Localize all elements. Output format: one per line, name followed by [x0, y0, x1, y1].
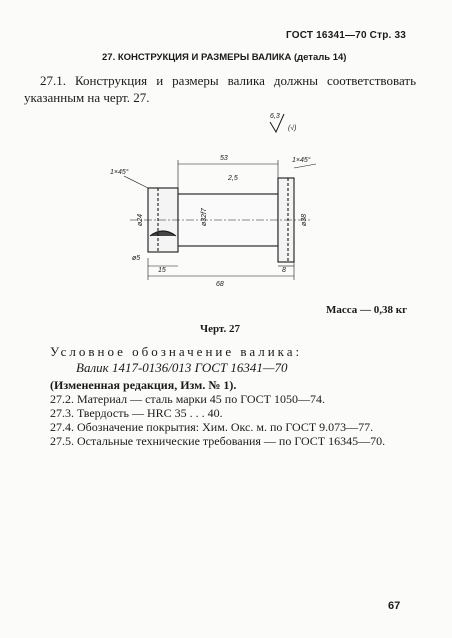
page-number: 67	[388, 600, 401, 612]
dim-radius: 2,5	[228, 175, 238, 182]
page-header: ГОСТ 16341—70 Стр. 33	[286, 30, 406, 41]
dim-chamfer-left: 1×45°	[110, 169, 129, 176]
item-material: 27.2. Материал — сталь марки 45 по ГОСТ 1050—74.	[50, 392, 326, 406]
dim-top-length: 53	[220, 155, 228, 162]
item-hardness: 27.3. Твердость — HRC 35 . . . 40.	[50, 406, 223, 420]
dim-len-8: 8	[282, 267, 286, 274]
condition-label: Условное обозначение валика:	[50, 344, 303, 359]
dim-small: ø5	[132, 255, 141, 262]
amendment-note: (Измененная редакция, Изм. № 1).	[50, 378, 237, 392]
condition-value: Валик 1417-0136/013 ГОСТ 16341—70	[76, 360, 288, 375]
technical-drawing	[110, 108, 330, 303]
shaft-outline	[130, 178, 310, 262]
item-coating: 27.4. Обозначение покрытия: Хим. Окс. м. по ГОСТ 9.073—77.	[50, 420, 374, 434]
dim-dia-left: ø24	[137, 213, 144, 226]
section-title: 27. КОНСТРУКЦИЯ И РАЗМЕРЫ ВАЛИКА (деталь 14)	[102, 52, 347, 63]
dim-dia-mid: ø32f7	[201, 208, 208, 226]
dim-chamfer-right: 1×45°	[292, 157, 311, 164]
roughness-other: (√)	[288, 125, 297, 132]
dim-dia-right: ø38	[301, 213, 308, 226]
figure-caption: Черт. 27	[200, 323, 241, 335]
item-requirements: 27.5. Остальные технические требования — по ГОСТ 16345—70.	[50, 434, 386, 448]
dim-len-15: 15	[158, 267, 166, 274]
intro-paragraph: 27.1. Конструкция и размеры валика должны соответствовать указанным на черт. 27.	[24, 73, 416, 105]
roughness-main: 6,3	[270, 113, 280, 120]
shaft-drawing-svg	[110, 108, 330, 298]
dim-total-length: 68	[216, 281, 224, 288]
mass-label: Масса — 0,38 кг	[326, 304, 408, 316]
